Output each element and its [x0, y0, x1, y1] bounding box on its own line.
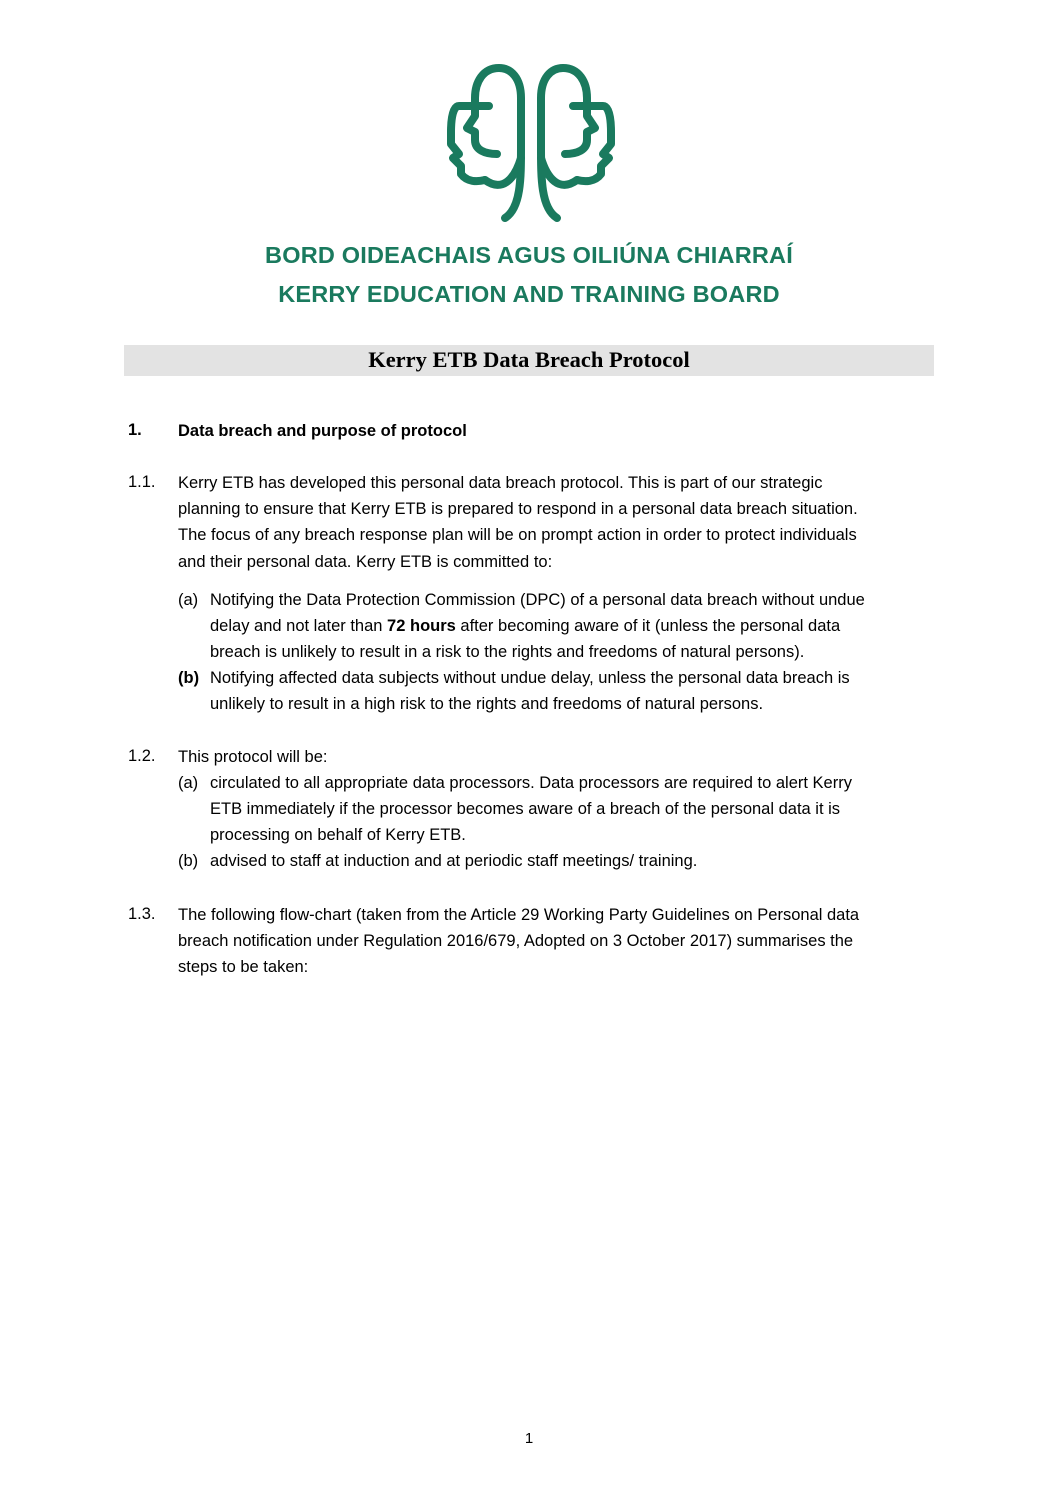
section-number: 1. [128, 421, 142, 439]
list-item-line: Notifying the Data Protection Commission (DPC) of a personal data breach without undue [210, 591, 865, 609]
list-item-line: ETB immediately if the processor becomes aware of a breach of the personal data it is [210, 800, 841, 819]
list-item-line: processing on behalf of Kerry ETB. [210, 826, 466, 845]
list-item-line: circulated to all appropriate data processors. Data processors are required to alert Kerry [210, 774, 852, 792]
list-item-line: Notifying affected data subjects without undue delay, unless the personal data breach is [210, 669, 850, 687]
paragraph-line: steps to be taken: [178, 958, 309, 977]
paragraph-1-3 [178, 902, 938, 981]
paragraph-number: 1.3. [128, 905, 156, 923]
text-run: after becoming aware of it (unless the personal data [455, 617, 841, 636]
paragraph-line: breach notification under Regulation 2016/679, Adopted on 3 October 2017) summarises the [178, 932, 854, 951]
tree-heads-logo-icon [445, 58, 617, 224]
page-number: 1 [524, 1430, 534, 1447]
paragraph-number: 1.1. [128, 473, 156, 491]
list-marker: (b) [178, 669, 200, 687]
paragraph-line: Kerry ETB has developed this personal data breach protocol. This is part of our strategic [178, 474, 823, 492]
paragraph-line: This protocol will be: [178, 748, 328, 766]
deadline-emphasis: 72 hours [387, 617, 456, 636]
org-name-irish: BORD OIDEACHAIS AGUS OILIÚNA CHIARRAÍ [265, 242, 793, 268]
text-run: delay and not later than [210, 617, 388, 636]
paragraph-line: The focus of any breach response plan will be on prompt action in order to protect individuals [178, 526, 857, 545]
paragraph-line: The following flow-chart (taken from the Article 29 Working Party Guidelines on Personal data [178, 906, 860, 924]
list-item-line: breach is unlikely to result in a risk to the rights and freedoms of natural persons). [210, 643, 805, 662]
list-item-line: advised to staff at induction and at periodic staff meetings/ training. [210, 852, 698, 870]
list-item-line: unlikely to result in a high risk to the rights and freedoms of natural persons. [210, 695, 764, 714]
section-heading-text: Data breach and purpose of protocol [178, 422, 467, 440]
paragraph-line: and their personal data. Kerry ETB is committed to: [178, 552, 553, 571]
list-item-line [210, 613, 930, 639]
list-marker: (b) [178, 852, 199, 870]
list-marker: (a) [178, 591, 199, 609]
list-marker: (a) [178, 774, 199, 792]
section-heading [178, 418, 938, 444]
paragraph-number: 1.2. [128, 747, 156, 765]
document-title: Kerry ETB Data Breach Protocol [368, 347, 690, 372]
paragraph-1-1 [178, 470, 938, 575]
org-name-english: KERRY EDUCATION AND TRAINING BOARD [278, 281, 780, 307]
paragraph-line: planning to ensure that Kerry ETB is prepared to respond in a personal data breach situation. [178, 500, 858, 519]
paragraph-1-2 [178, 744, 938, 770]
